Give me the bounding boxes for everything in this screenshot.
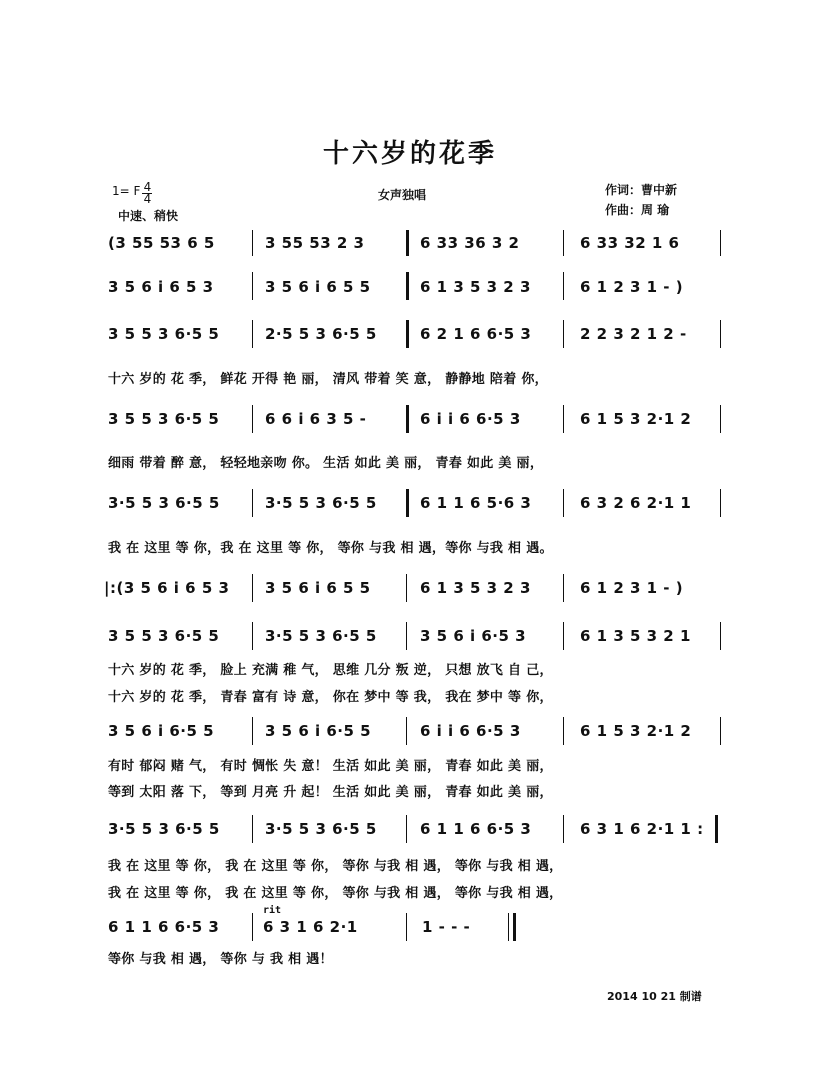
measure: 3·5 5 3 6·5 5: [265, 494, 377, 512]
measure: 2 2 3 2 1 2 -: [580, 325, 687, 343]
time-signature-top: 4: [143, 180, 152, 194]
barline: [252, 405, 253, 433]
measure: |:(3 5 6 i 6 5 3: [104, 579, 230, 597]
barline: [406, 815, 407, 843]
lyric-line: 十六 岁的 花 季， 脸上 充满 稚 气， 思维 几分 叛 逆， 只想 放飞 自 己，: [108, 663, 553, 678]
ritardando-marking: rit: [263, 905, 282, 916]
composer-credit: 作曲：周 瑜: [605, 203, 670, 217]
measure: 6 1 3 5 3 2 3: [420, 579, 531, 597]
measure: 6 1 1 6 6·5 3: [108, 918, 220, 936]
performance-type: 女声独唱: [378, 188, 427, 202]
barline: [563, 230, 564, 256]
measure: 6 1 5 3 2·1 2: [580, 410, 692, 428]
lyric-line: 我 在 这里 等 你，我 在 这里 等 你， 等你 与我 相 遇，等你 与我 相 遇。: [108, 541, 553, 556]
barline: [720, 717, 721, 745]
measure: 6 i i 6 6·5 3: [420, 410, 521, 428]
measure: 6 3 2 6 2·1 1: [580, 494, 692, 512]
lyric-line: 等你 与我 相 遇， 等你 与 我 相 遇！: [108, 952, 333, 967]
barline: [720, 230, 721, 256]
lyric-line: 我 在 这里 等 你， 我 在 这里 等 你， 等你 与我 相 遇， 等你 与我 相 遇，: [108, 886, 563, 901]
measure: 6 1 1 6 5·6 3: [420, 494, 532, 512]
barline: [406, 574, 407, 602]
barline: [563, 320, 564, 348]
measure: 6 i i 6 6·5 3: [420, 722, 521, 740]
barline: [252, 272, 253, 300]
measure: 3·5 5 3 6·5 5: [108, 494, 220, 512]
measure: 6 6 i 6 3 5 -: [265, 410, 367, 428]
barline: [563, 489, 564, 517]
lyricist-credit: 作词：曹中新: [605, 183, 678, 197]
measure: 6 33 36 3 2: [420, 234, 520, 252]
measure: 6 3 1 6 2·1: [263, 918, 358, 936]
measure: 3·5 5 3 6·5 5: [108, 820, 220, 838]
barline: [406, 272, 409, 300]
barline: [252, 574, 253, 602]
barline: [406, 717, 407, 745]
barline: [252, 622, 253, 650]
lyric-line: 细雨 带着 醉 意， 轻轻地亲吻 你。 生活 如此 美 丽， 青春 如此 美 丽，: [108, 456, 544, 471]
measure: 2·5 5 3 6·5 5: [265, 325, 377, 343]
measure: 6 1 3 5 3 2 1: [580, 627, 691, 645]
barline: [406, 489, 409, 517]
barline: [252, 230, 253, 256]
measure: (3 55 53 6 5: [108, 234, 215, 252]
barline: [406, 622, 407, 650]
song-title: 十六岁的花季: [322, 139, 497, 169]
measure: 3·5 5 3 6·5 5: [265, 820, 377, 838]
measure: 3 5 5 3 6·5 5: [108, 325, 220, 343]
barline: [563, 717, 564, 745]
barline: [720, 320, 721, 348]
barline: [720, 622, 721, 650]
barline: [252, 717, 253, 745]
measure: 6 1 5 3 2·1 2: [580, 722, 692, 740]
barline: [508, 913, 509, 941]
barline: [720, 489, 721, 517]
barline: [252, 489, 253, 517]
lyric-line: 我 在 这里 等 你， 我 在 这里 等 你， 等你 与我 相 遇， 等你 与我 相 遇，: [108, 859, 563, 874]
measure: 6 1 2 3 1 - ): [580, 278, 684, 296]
measure: 6 1 2 3 1 - ): [580, 579, 684, 597]
measure: 3 5 6 i 6·5 3: [420, 627, 527, 645]
measure: 6 3 1 6 2·1 1 :: [580, 820, 704, 838]
barline: [563, 574, 564, 602]
measure: 3 5 6 i 6·5 5: [265, 722, 372, 740]
measure: 3 5 6 i 6 5 5: [265, 579, 371, 597]
time-signature-bottom: 4: [143, 192, 152, 206]
key-signature: [112, 182, 152, 205]
measure: 3 5 6 i 6 5 5: [265, 278, 371, 296]
measure: 3 5 5 3 6·5 5: [108, 410, 220, 428]
measure: 1 - - -: [422, 918, 471, 936]
barline: [563, 622, 564, 650]
lyric-line: 十六 岁的 花 季， 鲜花 开得 艳 丽， 清风 带着 笑 意， 静静地 陪着 你，: [108, 372, 548, 387]
barline: [406, 230, 409, 256]
lyric-line: 十六 岁的 花 季， 青春 富有 诗 意， 你在 梦中 等 我， 我在 梦中 等 你，: [108, 690, 553, 705]
measure: 3 5 6 i 6·5 5: [108, 722, 215, 740]
measure: 3 5 5 3 6·5 5: [108, 627, 220, 645]
lyric-line: 等到 太阳 落 下， 等到 月亮 升 起！ 生活 如此 美 丽， 青春 如此 美 丽，: [108, 785, 553, 800]
tempo-marking: 中速、稍快: [118, 209, 179, 223]
measure: 6 2 1 6 6·5 3: [420, 325, 532, 343]
barline: [406, 913, 407, 941]
barline: [563, 405, 564, 433]
measure: 3 55 53 2 3: [265, 234, 365, 252]
barline: [406, 320, 409, 348]
time-signature: [142, 182, 152, 205]
lyric-line: 有时 郁闷 赌 气， 有时 惆怅 失 意！ 生活 如此 美 丽， 青春 如此 美 丽，: [108, 759, 553, 774]
barline: [252, 913, 253, 941]
repeat-end-barline: [715, 815, 718, 843]
measure: 6 33 32 1 6: [580, 234, 680, 252]
barline: [252, 320, 253, 348]
final-barline: [513, 913, 516, 941]
key-label: 1= F: [112, 184, 141, 198]
measure: 6 1 3 5 3 2 3: [420, 278, 531, 296]
barline: [720, 405, 721, 433]
barline: [563, 272, 564, 300]
barline: [563, 815, 564, 843]
measure: 3 5 6 i 6 5 3: [108, 278, 214, 296]
date-stamp: 2014 10 21 制谱: [607, 990, 702, 1003]
barline: [406, 405, 409, 433]
measure: 6 1 1 6 6·5 3: [420, 820, 532, 838]
barline: [252, 815, 253, 843]
measure: 3·5 5 3 6·5 5: [265, 627, 377, 645]
